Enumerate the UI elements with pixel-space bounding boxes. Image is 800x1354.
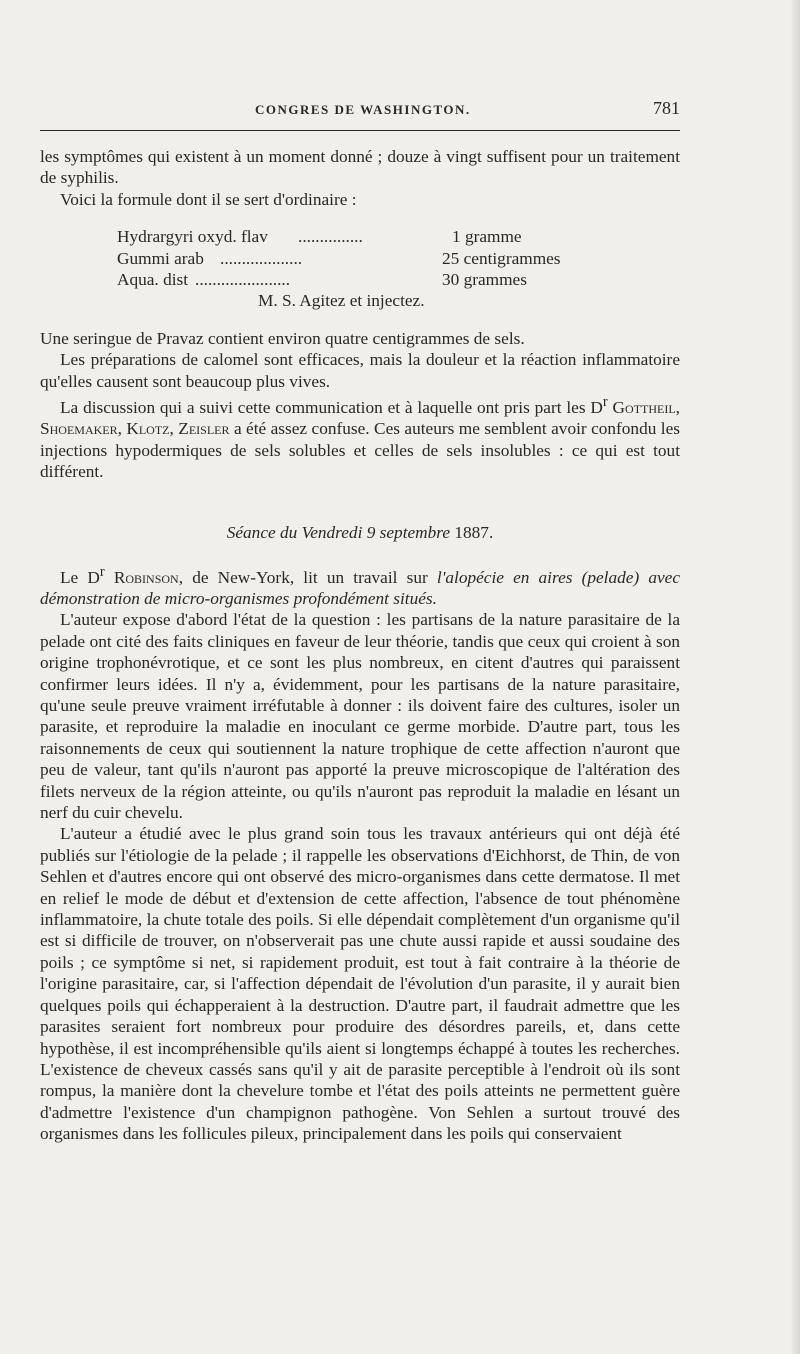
paragraph-robinson (40, 562, 680, 610)
discussion-intro: La discussion qui a suivi cette communication et à laquelle ont pris part les D (60, 397, 603, 417)
formula-row (40, 269, 680, 290)
author-names: Gottheil, Shoemaker, Klotz, Zeisler (40, 397, 680, 439)
discussion-rest: a été assez confuse. Ces auteurs me semblent avoir confondu les injections hypodermiques de sels solubles et celles de sels insolubles : ce qui est tout différent. (40, 419, 680, 481)
doctor-abbrev-sup: r (602, 394, 608, 410)
robinson-name: Robinson (113, 567, 179, 587)
session-heading (40, 522, 680, 543)
running-title: CONGRES DE WASHINGTON. (255, 102, 471, 117)
paragraph-continuation: les symptômes qui existent à un moment donné ; douze à vingt suffisent pour un traitement de syphilis. (40, 147, 680, 188)
formula-instruction: M. S. Agitez et injectez. (258, 291, 425, 311)
paragraph-calomel: Les préparations de calomel sont efficaces, mais la douleur et la réaction inflammatoire qu'elles causent sont beaucoup plus vives. (40, 350, 680, 391)
paragraph-question: L'auteur expose d'abord l'état de la question : les partisans de la nature parasitaire de la pelade ont cité des faits cliniques en faveur de leur théorie, tandis que ceux qui croient à son origine trophonévrotique, et ce sont les plus nombreux, en citent d'autres qui paraissent confirmer leurs idées. Il n'y a, évidemment, pour les partisans de la nature parasitaire, qu'une seule preuve vraiment irréfutable à donner : ils doivent faire des cultures, isoler un parasite, et reproduire la maladie en inoculant ce germe morbide. D'autre part, tous les raisonnements de ceux qui soutiennent la nature trophique de cette affection n'auront que peu de valeur, tant qu'ils n'auront pas apporté la preuve microscopique de l'altération des filets nerveux de la région atteinte, ou qu'ils n'auront pas reproduit la maladie en lésant un nerf du cuir chevelu. (40, 610, 680, 823)
robinson-intro: Le D (60, 567, 100, 587)
header-rule (40, 130, 680, 131)
formula-row (40, 248, 680, 269)
ingredient-quantity: 30 grammes (442, 270, 527, 289)
ingredient-quantity: 1 gramme (452, 227, 522, 247)
page-number: 781 (653, 98, 680, 118)
formula-block (40, 226, 680, 312)
leader-dots: ................... (220, 248, 303, 268)
robinson-mid: , de New-York, lit un travail sur (178, 567, 437, 587)
page-edge-shadow (790, 0, 800, 1354)
paragraph-etiology: L'auteur a étudié avec le plus grand soin tous les travaux antérieurs qui ont déjà été publiés sur l'étiologie de la pelade ; il rappelle les observations d'Eichhorst, de Thin, de von Sehlen et d'autres encore qui ont observé des micro-organismes dans cette dermatose. Il met en relief le mode de début et d'extension de cette affection, l'absence de tout phénomène inflammatoire, la chute totale des poils. Si elle dépendait complètement d'un organisme qu'il est si difficile de trouver, on n'observerait pas une chute aussi rapide et aussi soudaine des poils ; ce symptôme si net, si rapidement produit, est tout à fait contraire à la théorie de l'origine parasitaire, car, si l'affection dépendait de l'évolution d'un parasite, il y aurait bien quelques poils qui échapperaient à la destruction. D'autre part, il faudrait admettre que les parasites seraient fort nombreux pour produire des désordres pareils, et, dans cette hypothèse, il est incompréhensible qu'ils aient si longtemps échappé à toutes les recherches. L'existence de cheveux cassés sans qu'il y ait de parasite perceptible à l'endroit où ils sont rompus, la manière dont la chevelure tombe et l'état des poils atteints ne permettent guère d'admettre l'existence d'un champignon pathogène. Von Sehlen a surtout trouvé des organismes dans les follicules pileux, principalement dans les poils qui conservaient (40, 824, 680, 1144)
page-header (40, 98, 680, 122)
paragraph-pravaz: Une seringue de Pravaz contient environ quatre centigrammes de sels. (40, 328, 525, 348)
doctor-abbrev-sup: r (99, 563, 105, 580)
session-year: 1887. (454, 523, 494, 543)
ingredient-name: Aqua. dist (117, 270, 189, 289)
session-heading-text: Séance du Vendredi 9 septembre (226, 523, 451, 543)
ingredient-name: Hydrargyri oxyd. flav (117, 227, 268, 247)
paragraph-formula-intro: Voici la formule dont il se sert d'ordinaire : (60, 189, 357, 209)
formula-row (40, 290, 680, 311)
leader-dots: ............... (298, 227, 363, 247)
leader-dots: ...................... (195, 270, 291, 289)
paragraph-discussion (40, 392, 680, 482)
ingredient-name: Gummi arab (117, 248, 204, 268)
ingredient-quantity: 25 centigrammes (442, 248, 561, 268)
page-body (40, 146, 680, 1145)
paper-title: l'alopécie en aires (pelade) avec démonstration de micro-organismes profondément situés. (40, 567, 681, 608)
formula-row (40, 226, 680, 247)
